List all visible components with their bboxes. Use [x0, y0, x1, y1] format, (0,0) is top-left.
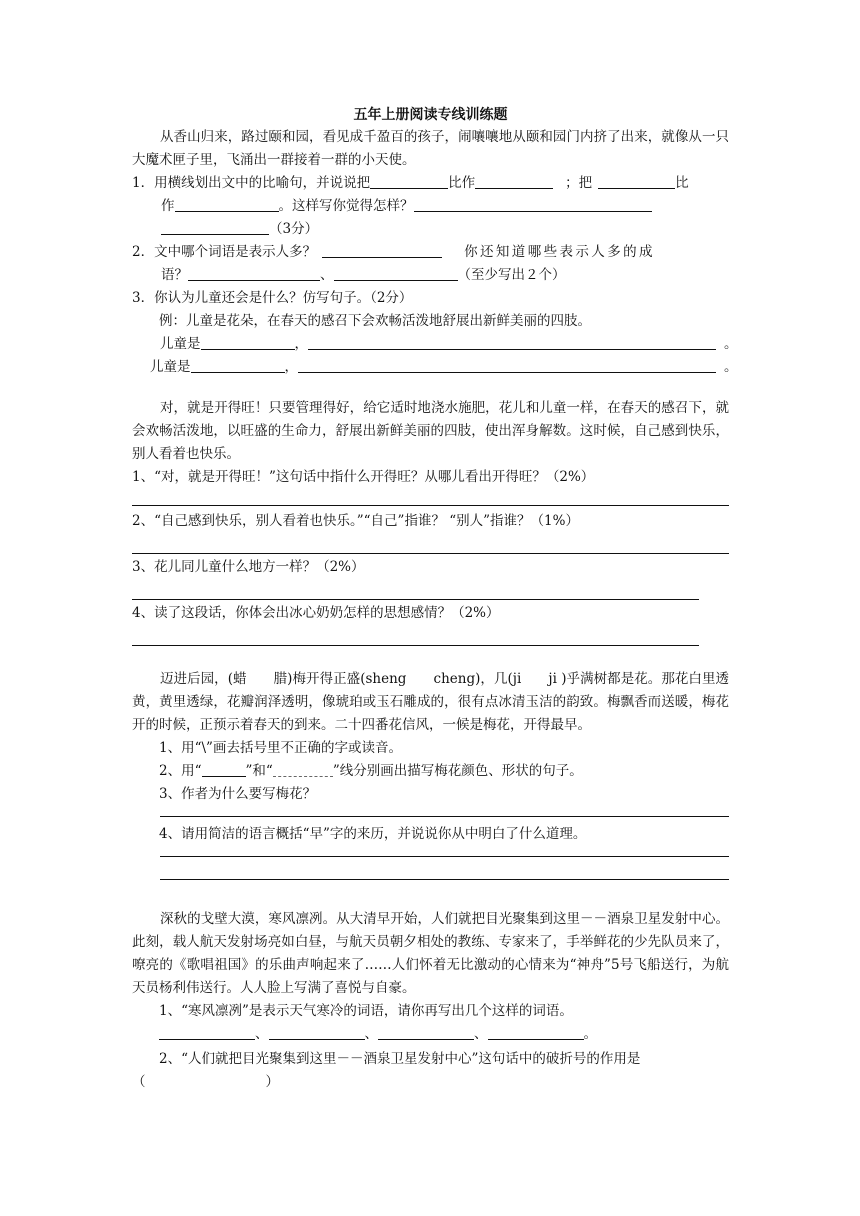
answer-blank[interactable]: [378, 1025, 474, 1040]
answer-line[interactable]: [132, 533, 729, 554]
dashed-line-sample: [273, 762, 333, 777]
s1-question-1-line-1: 1．用横线划出文中的比喻句，并说说把 比作 ；把 比: [132, 175, 689, 191]
section-1: [132, 126, 738, 379]
s1-question-1-line-2: 作 。这样写你觉得怎样？: [132, 195, 729, 218]
worksheet-page: [132, 104, 738, 1094]
answer-blank[interactable]: [334, 266, 458, 281]
section-2: [132, 397, 729, 646]
section-4: [132, 908, 729, 1094]
s2-question-2: 2、“自己感到快乐，别人看着也快乐。”“自己”指谁？ “别人”指谁？（1%）: [132, 513, 579, 529]
s2-question-3: 3、花儿同儿童什么地方一样？（2%）: [132, 559, 365, 575]
answer-blank[interactable]: [269, 1025, 365, 1040]
s3-question-2: 2、用“ ”和“ ”线分别画出描写梅花颜色、形状的句子。: [159, 763, 583, 779]
section-2-passage: 对，就是开得旺！只要管理得好，给它适时地浇水施肥，花儿和儿童一样，在春天的感召下，就会欢畅活泼地，以旺盛的生命力，舒展出新鲜美丽的四肢，使出浑身解数。这时候，自己感到快乐，别人看着也快乐。: [132, 400, 729, 462]
answer-blank[interactable]: [161, 220, 269, 235]
section-3-passage: 迈进后园，(蜡 腊)梅开得正盛(sheng cheng)，几(ji ji )乎满树都是花。那花白里透黄，黄里透绿，花瓣润泽透明，像琥珀或玉石雕成的，很有点冰清玉洁的韵致。梅飘香而送暖，梅花开的时候，正预示着春天的到来。二十四番花信风，一候是梅花，开得最早。: [132, 671, 729, 733]
answer-blank[interactable]: [598, 174, 675, 189]
s2-question-1: 1、“对，就是开得旺！”这句话中指什么开得旺？从哪儿看出开得旺？（2%）: [132, 469, 595, 485]
s3-question-4: 4、请用简洁的语言概括“早”字的来历，并说说你从中明白了什么道理。: [159, 826, 587, 842]
s1-question-1-line-3: （3分）: [132, 218, 729, 241]
s1-fill-line-2: 儿童是 ， 。: [150, 359, 738, 375]
s4-question-1-blanks: 、 、 、 。: [132, 1023, 729, 1046]
s3-question-3: 3、作者为什么要写梅花？: [159, 786, 317, 802]
answer-blank[interactable]: [298, 358, 716, 373]
s1-question-2-line-2: 语？ 、 （至少写出２个）: [161, 267, 566, 283]
s4-question-2: 2、“人们就把目光聚集到这里－－酒泉卫星发射中心”这句话中的破折号的作用是: [159, 1051, 641, 1067]
page-title: 五年上册阅读专线训练题: [353, 107, 508, 123]
answer-line[interactable]: [132, 625, 699, 646]
answer-blank[interactable]: [175, 197, 279, 212]
answer-blank[interactable]: [488, 1025, 584, 1040]
s4-question-1: 1、“寒风凛冽”是表示天气寒冷的词语，请你再写出几个这样的词语。: [159, 1003, 573, 1019]
section-3: [132, 668, 729, 880]
answer-blank[interactable]: [159, 1025, 255, 1040]
answer-line[interactable]: [160, 857, 729, 880]
s4-question-2-answer: （ ）: [132, 1074, 279, 1090]
answer-blank[interactable]: [191, 358, 285, 373]
s1-fill-line-1: 儿童是 ， 。: [160, 336, 738, 352]
answer-blank[interactable]: [322, 243, 442, 258]
answer-line[interactable]: [132, 489, 729, 506]
answer-line[interactable]: [160, 846, 729, 857]
answer-blank[interactable]: [201, 335, 295, 350]
solid-line-sample: [202, 762, 246, 777]
answer-blank[interactable]: [188, 266, 320, 281]
answer-blank[interactable]: [414, 197, 652, 212]
answer-blank[interactable]: [308, 335, 716, 350]
answer-blank[interactable]: [475, 174, 553, 189]
section-4-passage: 深秋的戈壁大漠，寒风凛冽。从大清早开始，人们就把目光聚集到这里－－酒泉卫星发射中心。此刻，载人航天发射场亮如白昼，与航天员朝夕相处的教练、专家来了，手举鲜花的少先队员来了，嘹亮的《歌唱祖国》的乐曲声响起来了……人们怀着无比激动的心情来为“神舟”5号飞船送行，为航天员杨利伟送行。人人脸上写满了喜悦与自豪。: [132, 911, 729, 996]
s1-question-3: 3．你认为儿童还会是什么？仿写句子。（2分）: [132, 290, 413, 306]
answer-line[interactable]: [132, 579, 699, 600]
s1-question-2-line-1: 2．文中哪个词语是表示人多？ 你还知道哪些表示人多的成: [132, 244, 655, 260]
answer-line[interactable]: [160, 806, 729, 817]
s2-question-4: 4、读了这段话，你体会出冰心奶奶怎样的思想感情？（2%）: [132, 605, 500, 621]
s1-example: 例：儿童是花朵，在春天的感召下会欢畅活泼地舒展出新鲜美丽的四肢。: [159, 313, 591, 329]
answer-blank[interactable]: [370, 174, 448, 189]
section-1-passage: 从香山归来，路过颐和园，看见成千盈百的孩子，闹嚷嚷地从颐和园门内挤了出来，就像从一只大魔术匣子里，飞涌出一群接着一群的小天使。: [132, 129, 729, 168]
s3-question-1: 1、用“\”画去括号里不正确的字或读音。: [159, 740, 402, 756]
